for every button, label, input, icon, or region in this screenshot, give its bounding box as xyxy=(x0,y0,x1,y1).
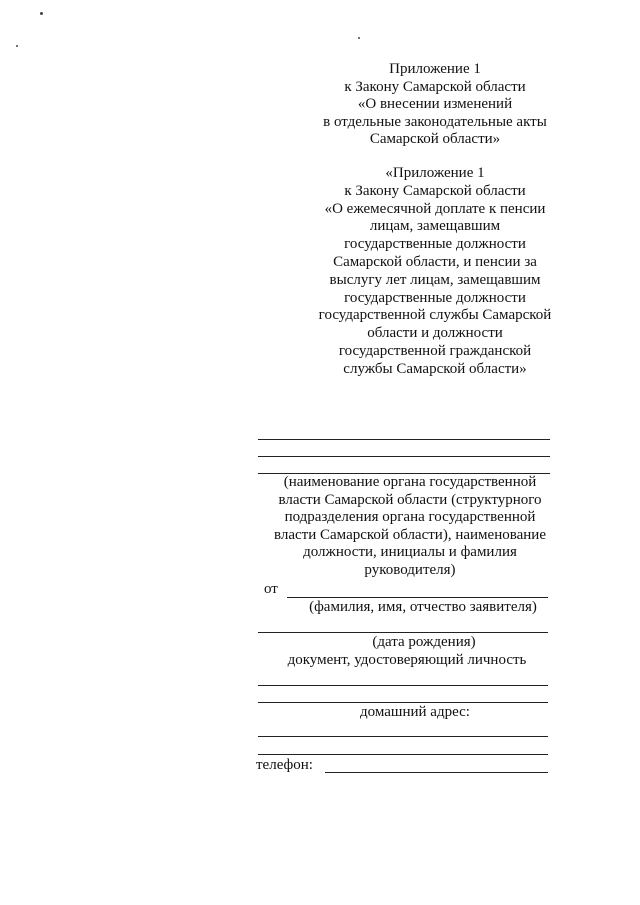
header-line: Приложение 1 xyxy=(389,61,481,77)
quoted-header-line: Самарской области, и пенсии за xyxy=(333,253,537,270)
applicant-name-field[interactable] xyxy=(287,597,548,598)
caption-line: должности, инициалы и фамилия xyxy=(303,544,517,560)
scan-speck xyxy=(16,45,18,47)
identity-document-field[interactable] xyxy=(258,685,548,686)
quoted-header-line: к Закону Самарской области xyxy=(344,182,526,199)
applicant-caption: (фамилия, имя, отчество заявителя) xyxy=(309,599,537,615)
quoted-header-line: лицам, замещавшим xyxy=(369,218,501,235)
header-line: Самарской области» xyxy=(369,131,501,148)
caption-line: власти Самарской области (структурного xyxy=(278,491,542,508)
scan-speck xyxy=(358,37,360,39)
quoted-header-line: государственной службы Самарской xyxy=(318,307,552,324)
birth-date-caption: (дата рождения) xyxy=(372,634,476,650)
quoted-header-line: государственной гражданской xyxy=(338,342,532,359)
home-address-field[interactable] xyxy=(258,754,548,755)
home-address-field[interactable] xyxy=(258,736,548,737)
from-label: от xyxy=(264,581,278,597)
quoted-header-line: государственные должности xyxy=(344,236,526,253)
birth-date-field[interactable] xyxy=(258,632,548,633)
home-address-label: домашний адрес: xyxy=(360,704,470,720)
quoted-header-line: государственные должности xyxy=(344,289,526,306)
phone-field[interactable] xyxy=(325,772,548,773)
caption-line: власти Самарской области), наименование xyxy=(274,526,546,543)
addressee-blank-line[interactable] xyxy=(258,439,550,440)
addressee-caption xyxy=(262,474,558,579)
caption-line: подразделения органа государственной xyxy=(284,509,536,525)
appendix-header xyxy=(300,61,570,149)
caption-line: руководителя) xyxy=(364,561,456,578)
quoted-header-line: выслугу лет лицам, замещавшим xyxy=(329,271,541,288)
header-line: к Закону Самарской области xyxy=(344,78,526,95)
header-line: в отдельные законодательные акты xyxy=(323,113,547,130)
header-line: «О внесении изменений xyxy=(357,96,513,113)
quoted-header-line: «О ежемесячной доплате к пенсии xyxy=(324,200,546,217)
quoted-header-line: «Приложение 1 xyxy=(385,165,485,181)
addressee-blank-line[interactable] xyxy=(258,456,550,457)
quoted-header-line: службы Самарской области» xyxy=(343,360,527,377)
quoted-header-line: области и должности xyxy=(367,325,503,342)
identity-document-label: документ, удостоверяющий личность xyxy=(287,652,527,668)
phone-label: телефон: xyxy=(256,757,313,773)
caption-line: (наименование органа государственной xyxy=(283,474,537,490)
quoted-appendix-header xyxy=(298,165,572,379)
identity-document-field[interactable] xyxy=(258,702,548,703)
scan-speck xyxy=(40,12,43,15)
